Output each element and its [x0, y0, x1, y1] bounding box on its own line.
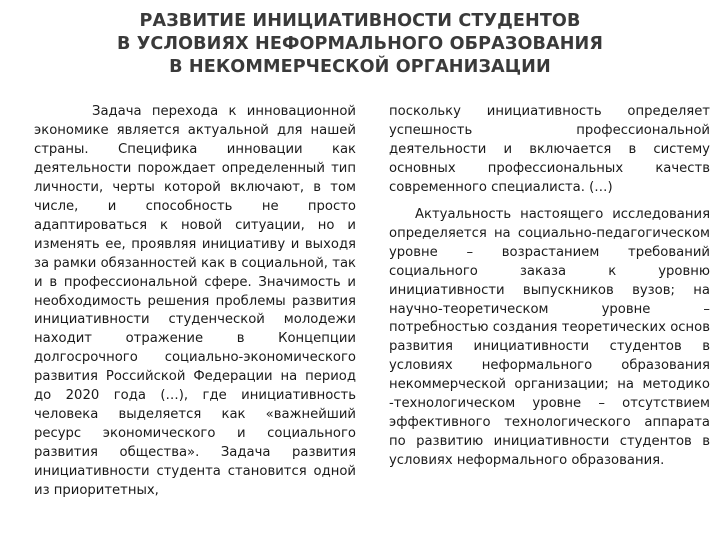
right-paragraph-2: Актуальность настоящего исследования определяется на социально-педагогическом уровне – возрастанием требований социального заказа к уровню инициативности выпускников вузов; на научно-теоретическом уровне – потребностью создания теоретических основ развития инициативности студентов в условиях неформального образования некоммерческой организации; на методико -технологическом уровне – отсутствием эффективного технологического аппарата по развитию инициативности студентов в условиях неформального образования.: [389, 206, 710, 469]
right-column: [389, 103, 710, 471]
title-line-3: В НЕКОММЕРЧЕСКОЙ ОРГАНИЗАЦИИ: [169, 57, 551, 77]
left-paragraph: Задача перехода к инновационной экономике является актуальной для нашей страны. Специфика инновации как деятельности порождает определенный тип личности, черты которой включают, в том числе, и способность не просто адаптироваться к новой ситуации, но и изменять ее, проявляя инициативу и выходя за рамки обязанностей как в социальной, так и в профессиональной сфере. Значимость и необходимость решения проблемы развития инициативности студенческой молодежи находит отражение в Концепции долгосрочного социально-экономического развития Российской Федерации на период до 2020 года (…), где инициативность человека выделяется как «важнейший ресурс экономического и социального развития общества». Задача развития инициативности студента становится одной из приоритетных,: [34, 104, 356, 499]
title-line-1: РАЗВИТИЕ ИНИЦИАТИВНОСТИ СТУДЕНТОВ: [139, 11, 581, 31]
left-column: [34, 103, 356, 501]
title-line-2: В УСЛОВИЯХ НЕФОРМАЛЬНОГО ОБРАЗОВАНИЯ: [116, 34, 604, 54]
slide-title: [0, 10, 720, 79]
right-paragraph-1: поскольку инициативность определяет успешность профессиональной деятельности и включается в систему основных профессиональных качеств современного специалиста. (…): [389, 104, 710, 195]
